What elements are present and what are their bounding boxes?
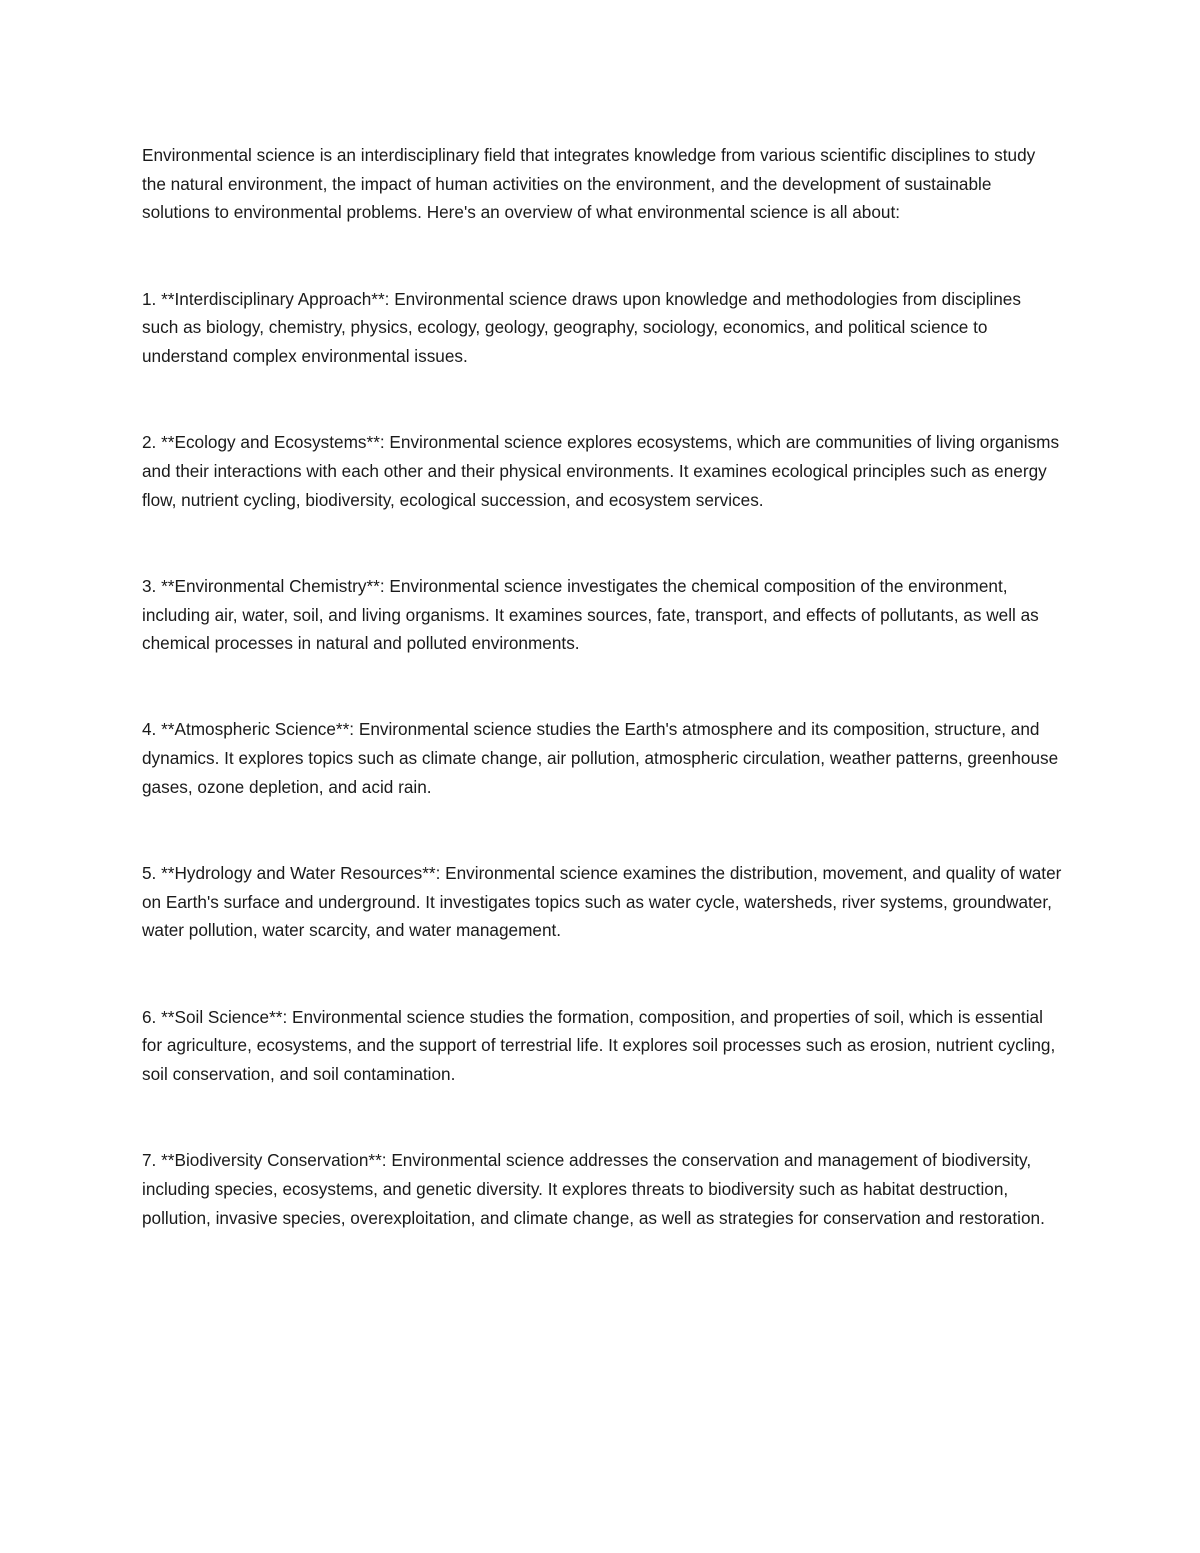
list-item-hydrology-and-water-resources: 5. **Hydrology and Water Resources**: Environmental science examines the distribution, movement, and quality of water on Earth's surface and underground. It investigates topics such as water cycle, watersheds, river systems, groundwater, water pollution, water scarcity, and water management. <box>142 863 1067 941</box>
list-item-ecology-and-ecosystems: 2. **Ecology and Ecosystems**: Environmental science explores ecosystems, which are communities of living organisms and their interactions with each other and their physical environments. It examines ecological principles such as energy flow, nutrient cycling, biodiversity, ecological succession, and ecosystem services. <box>142 432 1064 510</box>
list-item-soil-science: 6. **Soil Science**: Environmental science studies the formation, composition, and properties of soil, which is essential for agriculture, ecosystems, and the support of terrestrial life. It explores soil processes such as erosion, nutrient cycling, soil conservation, and soil contamination. <box>142 1006 1061 1085</box>
document-body <box>142 141 1067 1232</box>
list-item-biodiversity-conservation: 7. **Biodiversity Conservation**: Environmental science addresses the conservation and management of biodiversity, including species, ecosystems, and genetic diversity. It explores threats to biodiversity such as habitat destruction, pollution, invasive species, overexploitation, and climate change, as well as strategies for conservation and restoration. <box>142 1150 1045 1228</box>
list-item-environmental-chemistry: 3. **Environmental Chemistry**: Environmental science investigates the chemical composition of the environment, including air, water, soil, and living organisms. It examines sources, fate, transport, and effects of pollutants, as well as chemical processes in natural and polluted environments. <box>142 575 1044 654</box>
list-item-atmospheric-science: 4. **Atmospheric Science**: Environmental science studies the Earth's atmosphere and its composition, structure, and dynamics. It explores topics such as climate change, air pollution, atmospheric circulation, weather patterns, greenhouse gases, ozone depletion, and acid rain. <box>142 719 1063 797</box>
list-item-interdisciplinary-approach: 1. **Interdisciplinary Approach**: Environmental science draws upon knowledge and methodologies from disciplines such as biology, chemistry, physics, ecology, geology, geography, sociology, economics, and political science to understand complex environmental issues. <box>142 288 1026 367</box>
intro-paragraph: Environmental science is an interdisciplinary field that integrates knowledge from various scientific disciplines to study the natural environment, the impact of human activities on the environment, and the development of sustainable solutions to environmental problems. Here's an overview of what environmental science is all about: <box>142 145 1041 223</box>
